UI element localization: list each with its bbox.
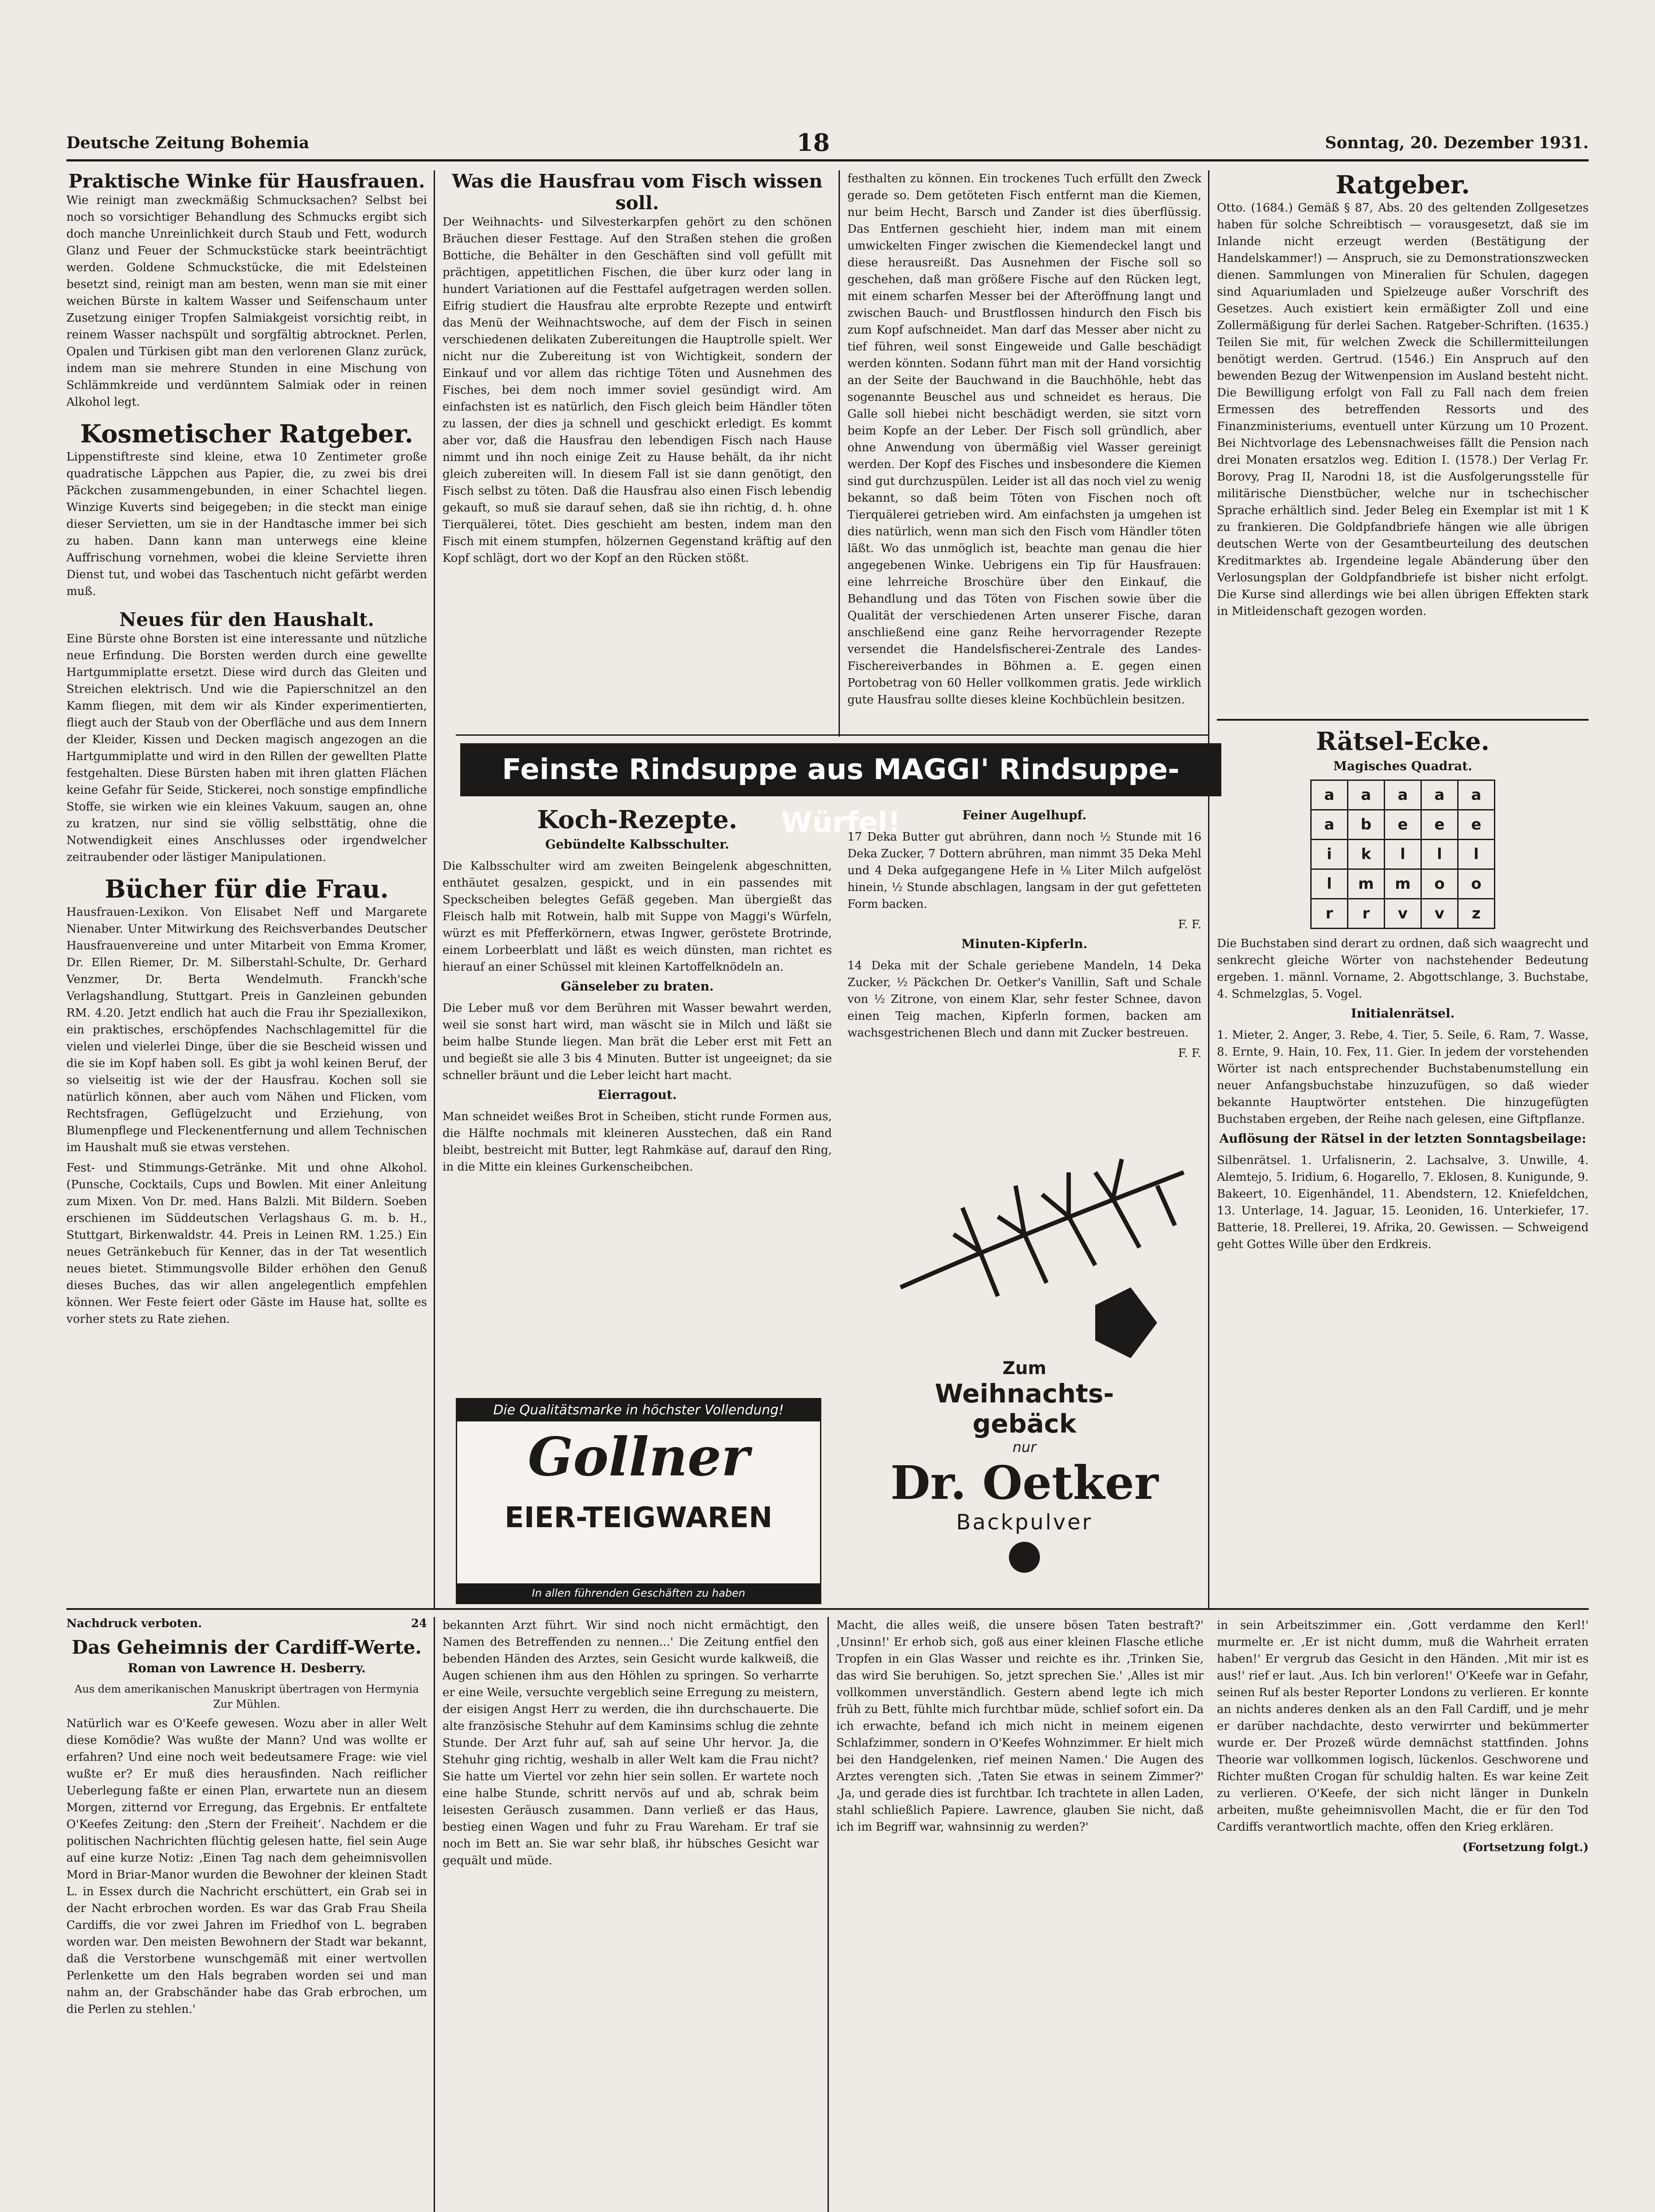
magic-square-cell: b	[1348, 810, 1385, 840]
header-newspaper-name: Deutsche Zeitung Bohemia	[66, 134, 309, 152]
winke-text: Wie reinigt man zweckmäßig Schmucksachen? Selbst bei noch so vorsichtiger Behandlung des Schmucks ergibt sich doch manche Unreinlichkeit durch Staub und Fett, wodurch Glanz und Feuer der Schmuckstücke stark beeinträchtigt werden. Goldene Schmuckstücke, die mit Edelsteinen besetzt sind, reinigt man am besten, wenn man sie mit einer weichen Bürste in kaltem Wasser und Seifenschaum unter Zusetzung einiger Tropfen Salmiakgeist vorsichtig reibt, in reinem Wasser nachspült und sorgfältig abtrocknet. Perlen, Opalen und Türkisen gibt man den verlorenen Glanz zurück, indem man sie mehrere Stunden in eine Mischung von Schlämmkreide und verdünntem Salmiak oder in reinen Alkohol legt.	[66, 194, 427, 409]
header-rule	[66, 159, 1589, 161]
kochrezept-3-title: Eierragout.	[597, 1087, 677, 1102]
fisch-text: Der Weihnachts- und Silvesterkarpfen gehört zu den schönen Bräuchen dieser Festtage. Auf den Straßen stehen die großen Bottiche, die Behälter in den Geschäften sind voll gefüllt mit prächtigen, appetitlichen Fischen, die über kurz oder lang in hundert Variationen auf die Festtafel aufgetragen werden sollen. Eifrig studiert die Hausfrau alte erprobte Rezepte und entwirft das Menü der Weihnachtswoche, auf dem der Fisch in seinen verschiedenen delikaten Zubereitungen die Hauptrolle spielt. Wer nicht nur die Zubereitung ist von Wichtigkeit, sondern der Einkauf und vor allem das richtige Töten und Ausnehmen des Fisches, bei dem noch immer soviel gesündigt wird. Am einfachsten ist es natürlich, den Fisch gleich beim Händler töten zu lassen, der dies ja schnell und geschickt erledigt. Es kommt aber vor, daß die Hausfrau den lebendigen Fisch nach Hause nimmt und ihn noch einige Zeit zu Hause behält, da ihr nicht gleich zubereiten will. In diesem Fall ist sie dann genötigt, den Fisch selbst zu töten. Daß die Hausfrau also einen Fisch lebendig gekauft, so muß sie darauf sehen, daß sie ihn richtig, d. h. ohne Tierquälerei, tötet. Dies geschieht am besten, indem man den Fisch mit einem stumpfen, hölzernen Gegenstand kräftig auf den Kopf schlägt, dort wo der Kopf an den Rücken stößt.	[443, 215, 832, 565]
column-divider	[828, 1617, 829, 2212]
haushalt-title: Neues für den Haushalt.	[119, 609, 374, 630]
header-page-number: 18	[797, 128, 830, 157]
magic-square-row	[1311, 869, 1495, 899]
oetker-advertisement	[847, 1119, 1201, 1606]
gollner-footer: In allen führenden Geschäften zu haben	[457, 1583, 820, 1603]
magic-square-cell: a	[1311, 810, 1348, 840]
kochrezept-5-text: 14 Deka mit der Schale geriebene Mandeln, 14 Deka Zucker, ½ Päckchen Dr. Oetker's Vanillin, Saft und Schale von ½ Zitrone, von einem Klar, sehr fester Schnee, davon einen Teig machen, Kipferln formen, backen am wachsgestrichenen Blech und dann mit Zucker bestreuen.	[847, 959, 1201, 1040]
magic-square-cell: a	[1421, 780, 1458, 810]
column-3	[847, 170, 1201, 732]
kochrezept-4-text: 17 Deka Butter gut abrühren, dann noch ½ Stunde mit 16 Deka Zucker, 7 Dottern abrühren, man nimmt 35 Deka Mehl und 4 Deka aufgegangene Hefe in ⅛ Liter Milch aufgelöst hinein, ½ Stunde abschlagen, langsam in der gut gefetteten Form backen.	[847, 830, 1201, 911]
kochrezept-5-title: Minuten-Kipferln.	[961, 937, 1088, 951]
installment-number: 24	[411, 1617, 427, 1630]
column-1	[66, 170, 427, 1604]
oetker-logo-icon	[1009, 1542, 1040, 1573]
fir-branch-illustration	[847, 1119, 1201, 1367]
kochrezepte-title: Koch-Rezepte.	[537, 805, 738, 834]
magic-square-cell: o	[1421, 869, 1458, 899]
roman-meta	[66, 1617, 427, 1636]
magic-square-row	[1311, 810, 1495, 840]
kochrezept-2-text: Die Leber muß vor dem Berühren mit Wasser bewahrt werden, weil sie sonst hart wird, man wäscht sie in Milch und läßt sie beim halbe Stunde liegen. Man brät die Leber erst mit Fett an und begießt sie alle 3 bis 4 Minuten. Butter ist ungeeignet; da sie schneller bräunt und die Leber leicht hart macht.	[443, 1002, 832, 1082]
roman-text-2: bekannten Arzt führt. Wir sind noch nicht ermächtigt, den Namen des Betreffenden zu nennen...' Die Zeitung entfiel den bebenden Händen des Arztes, sein Gesicht wurde kalkweiß, die Augen schienen ihm aus den Höhlen zu springen. So verharrte er eine Weile, versuchte vergeblich seine Erregung zu meistern, der eisigen Angst Herr zu werden, die ihn durchschauerte. Die alte französische Stehuhr auf dem Kaminsims schlug die zehnte Stunde. Der Arzt fuhr auf, sah auf seine Uhr hervor. Ja, die Stehuhr ging richtig, weshalb in aller Welt kam die Frau nicht? Sie hatte um Viertel vor zehn hier sein sollen. Er wartete noch eine halbe Stunde, schritt nervös auf und ab, schrak beim leisesten Geräusch zusammen. Dann verließ er das Haus, bestieg einen Wagen und fuhr zu Frau Wareham. Er traf sie noch im Bett an. Sie war sehr blaß, ihr hübsches Gesicht war gequält und müde.	[443, 1619, 819, 1867]
column-2	[443, 170, 832, 732]
magic-square-cell: r	[1348, 899, 1385, 929]
gollner-tagline: Die Qualitätsmarke in höchster Vollendung!	[457, 1399, 820, 1421]
magic-square-cell: e	[1385, 810, 1421, 840]
fisch-continuation-text: festhalten zu können. Ein trockenes Tuch erfüllt den Zweck gerade so. Dem getöteten Fisch entfernt man die Kiemen, nur beim Hecht, Barsch und Zander ist dies überflüssig. Das Entfernen geschieht hier, indem man mit einem umwickelten Finger zwischen die Kiemendeckel langt und diese herausreißt. Das Ausnehmen der Fische soll so geschehen, daß man größere Fische auf den Rücken legt, mit einem scharfen Messer bei der Afteröffnung langt und zwischen Bauch- und Brustflossen hindurch den Fisch bis zum Kopf aufschneidet. Man darf das Messer aber nicht zu tief führen, weil sonst Eingeweide und Galle beschädigt werden könnten. Sodann führt man mit der Hand vorsichtig an der Seite der Bauchwand in die Bauchhöhle, hebt das sogenannte Beuschel aus und schneidet es heraus. Die Galle soll hiebei nicht beschädigt werden, sie sitzt vorn beim Kopfe an der Leber. Der Fisch soll gründlich, aber ohne Anwendung von übermäßig viel Wasser gereinigt werden. Der Kopf des Fisches und insbesondere die Kiemen sind gut durchzuspülen. Leider ist all das noch viel zu wenig bekannt, so daß beim Töten von Fischen noch oft Tierquälerei getrieben wird. Am einfachsten ja umgehen ist dies natürlich, wenn man sich den Fisch vom Händler töten läßt. Wo das unmöglich ist, beachte man genau die hier angegebenen Winke. Uebrigens ein Tip für Hausfrauen: eine lehrreiche Broschüre über den Einkauf, die Behandlung und das Töten von Fischen sowie über die Qualität der verschiedenen Arten unserer Fische, daran anschließend eine ganz Reihe hervorragender Rezepte versendet die Handelsfischerei-Zentrale des Landes-Fischereiverbandes in Böhmen a. E. gegen einen Portobetrag von 60 Heller vollkommen gratis. Jede wirklich gute Hausfrau sollte dieses kleine Kochbüchlein besitzen.	[847, 172, 1201, 707]
roman-text-4: in sein Arbeitszimmer ein. ‚Gott verdamme den Kerl!' murmelte er. ‚Er ist nicht dumm, muß die Wahrheit erraten haben!' Er vergrub das Gesicht in den Händen. ‚Mit mir ist es aus!' rief er laut. ‚Aus. Ich bin verloren!' O'Keefe war in Gefahr, seinen Ruf als bester Reporter Londons zu verlieren. Er konnte an nichts anderes denken als an den Fall Cardiff, und je mehr er darüber nachdachte, desto verwirrter und bekümmerter wurde er. Der Prozeß würde demnächst stattfinden. Johns Theorie war vollkommen logisch, lückenlos. Geschworene und Richter mußten Crogan für schuldig halten. Es war keine Zeit zu verlieren. O'Keefe, der sich nicht länger in Dunkeln arbeiten, mußte geheimnisvollen Macht, die er für den Tod Cardiffs verantwortlich machte, offen den Krieg erklären.	[1217, 1619, 1589, 1834]
roman-column-1	[66, 1617, 427, 2212]
oetker-line2: gebäck	[972, 1409, 1077, 1439]
kosmetik-title: Kosmetischer Ratgeber.	[80, 419, 413, 449]
magic-square-cell: v	[1421, 899, 1458, 929]
kochrezept-1-text: Die Kalbsschulter wird am zweiten Beingelenk abgeschnitten, enthäutet gesalzen, gespickt, und in ein passendes mit Speckscheiben belegtes Gefäß gegeben. Man übergießt das Fleisch halb mit Rotwein, halb mit Suppe von Maggi's Würfeln, würzt es mit Pfefferkörnern, etwas Ingwer, geröstete Brotrinde, einem Lorbeerblatt und läßt es weich dünsten, man richtet es hierauf an einer Schüssel mit kleinen Kartoffelknödeln an.	[443, 860, 832, 974]
column-divider	[839, 170, 840, 737]
roman-text-3: Macht, die alles weiß, die unsere bösen Taten bestraft?' ‚Unsinn!' Er erhob sich, goß aus einer kleinen Flasche etliche Tropfen in ein Glas Wasser und reichte es ihr. ‚Trinken Sie, das wird Sie beruhigen. So, jetzt sprechen Sie.' ‚Alles ist mir vollkommen unverständlich. Gestern abend legte ich mich früh zu Bett, fühlte mich furchtbar müde, schlief sofort ein. Da ich erwachte, befand ich mich nicht in meinem eigenen Schlafzimmer, sondern in O'Keefes Wohnzimmer. Er hielt mich bei den Handgelenken, rief meinen Namen.' Die Augen des Arztes verengten sich. ‚Taten Sie etwas in seinem Zimmer?' ‚Ja, und gerade dies ist furchtbar. Ich trachtete in allen Laden, stahl schließlich Papiere. Lawrence, glauben Sie nicht, daß ich im Begriff war, wahnsinnig zu werden?'	[836, 1619, 1204, 1834]
magic-square-cell: l	[1421, 840, 1458, 869]
oetker-product: Backpulver	[956, 1510, 1093, 1535]
oetker-brand: Dr. Oetker	[890, 1455, 1158, 1510]
column-divider	[1208, 170, 1209, 1608]
magic-square-row	[1311, 899, 1495, 929]
ratgeber-text: Otto. (1684.) Gemäß § 87, Abs. 20 des geltenden Zollgesetzes haben für solche Schreibtisch — vorausgesetzt, daß sie im Inlande nicht erzeugt werden (Bestätigung der Handelskammer!) — Anspruch, sie zu Demonstrationszwecken dienen. Sammlungen von Mineralien für Schulen, dagegen sind Aquariumladen und Spielzeuge außer Vorschrift des Gesetzes. Auch existiert kein ermäßigter Zoll und eine Zollermäßigung für derlei Sachen. Ratgeber-Schriften. (1635.) Teilen Sie mit, für welchen Zweck die Schillermitteilungen benötigt werden. Gertrud. (1546.) Ein Anspruch auf den bewenden Bezug der Witwenpension im Ausland besteht nicht. Die Bewilligung erfolgt von Fall zu Fall nach dem freien Ermessen des betreffenden Ressorts und des Finanzministeriums, eventuell unter Kürzung um 10 Prozent. Bei Nichtvorlage des Lebensnachweises fällt die Pension nach drei Monaten ersatzlos weg. Edition I. (1578.) Der Verlag Fr. Borovy, Prag II, Narodni 18, ist die Ausfolgerungsstelle für militärische Dienstbücher, welche nur in tschechischer Sprache erhältlich sind. Jeder Beleg ein Exemplar ist mit 1 K zu frankieren. Die Goldpfandbriefe hängen wie alle übrigen deutschen Werte von der Gesamtbeurteilung des deutschen Kreditmarktes ab. Irgendeine legale Abänderung über den Verlosungsplan der Goldpfandbriefe ist bisher nicht erfolgt. Die Kurse sind allerdings wie bei allen übrigen Effekten stark in Mitleidenschaft gezogen worden.	[1217, 201, 1589, 618]
column-divider	[434, 170, 435, 1608]
magic-square-cell: e	[1458, 810, 1495, 840]
oetker-nur: nur	[1012, 1439, 1036, 1455]
magic-square-cell: l	[1311, 869, 1348, 899]
roman-column-3	[836, 1617, 1204, 2212]
gollner-brand: Gollner	[527, 1426, 750, 1488]
magic-square-cell: a	[1348, 780, 1385, 810]
kochrezepte-left	[443, 805, 832, 1394]
fisch-title: Was die Hausfrau vom Fisch wissen soll.	[452, 170, 823, 214]
winke-title: Praktische Winke für Hausfrauen.	[68, 170, 425, 192]
kochrezepte-right	[847, 805, 1201, 1115]
fortsetzung-notice: (Fortsetzung folgt.)	[1462, 1841, 1589, 1854]
magic-square-cell: l	[1385, 840, 1421, 869]
haushalt-text: Eine Bürste ohne Borsten ist eine interessante und nützliche neue Erfindung. Die Borsten werden durch eine gewellte Hartgummiplatte ersetzt. Diese wird durch das Gleiten und Streichen elektrisch. Und wie die Papierschnitzel an den Kamm fliegen, mit dem wir als Kinder experimentierten, fliegt auch der Staub von der Oberfläche und aus dem Innern der Kleider, Kissen und Decken magisch angezogen an die Hartgummiplatte und wird in den Rillen der gewellten Platte festgehalten. Diese Bürsten haben mit ihren glatten Flächen keine Gefahr für Seide, Stickerei, noch sonstige empfindliche Stoffe, sie wirken wie ein kleines Vakuum, saugen an, ohne zu kratzen, nur sind sie völlig selbsttätig, ohne die Notwendigkeit eines Anschlusses oder irgendwelcher zeitraubender oder lästiger Manipulationen.	[66, 632, 427, 864]
kochrezept-3-text: Man schneidet weißes Brot in Scheiben, sticht runde Formen aus, die Hälfte nochmals mit kleineren Ausstechen, daß ein Rand bleibt, bestreicht mit Butter, legt Rahmkäse auf, darauf den Ring, in die Mitte ein kleines Gurkenscheibchen.	[443, 1110, 832, 1174]
ratgeber-title: Ratgeber.	[1336, 170, 1470, 200]
column-divider	[434, 1617, 435, 2212]
kochrezept-4-title: Feiner Augelhupf.	[962, 808, 1087, 822]
kochrezept-signature: F. F.	[1178, 918, 1201, 931]
magic-square-cell: k	[1348, 840, 1385, 869]
newspaper-page	[66, 128, 1589, 2212]
buecher-title: Bücher für die Frau.	[104, 875, 389, 904]
kosmetik-text: Lippenstiftreste sind kleine, etwa 10 Zentimeter große quadratische Läppchen aus Papier, die, zu zwei bis drei Päckchen zusammengebunden, in einer Schachtel liegen. Winzige Kuverts sind beigegeben; in die steckt man einige dieser Servietten, um sie in der Handtasche immer bei sich zu haben. Dann kann man unterwegs eine kleine Auffrischung vornehmen, wobei die kleine Serviette ihren Dienst tut, und wobei das Taschentuch nicht gefärbt werden muß.	[66, 450, 427, 598]
magic-square-cell: r	[1311, 899, 1348, 929]
roman-translation: Aus dem amerikanischen Manuskript übertragen von Hermynia Zur Mühlen.	[74, 1683, 419, 1710]
kochrezept-signature: F. F.	[1178, 1047, 1201, 1060]
kochrezept-1-title: Gebündelte Kalbsschulter.	[545, 837, 729, 852]
magic-square-cell: m	[1385, 869, 1421, 899]
magic-square-cell: a	[1458, 780, 1495, 810]
magic-square-cell: e	[1421, 810, 1458, 840]
roman-column-2	[443, 1617, 819, 2212]
magic-square-cell: v	[1385, 899, 1421, 929]
header-date: Sonntag, 20. Dezember 1931.	[1325, 134, 1589, 152]
roman-text-1: Natürlich war es O'Keefe gewesen. Wozu aber in aller Welt diese Komödie? Was wußte der Mann? Und was wollte er erfahren? Und eine noch weit bedeutsamere Frage: wie viel wußte er? Er muß dies herausfinden. Nach reiflicher Ueberlegung faßte er einen Plan, erwartete nun an diesem Morgen, zitternd vor Erregung, das Ergebnis. Er entfaltete O'Keefes Zeitung: den ‚Stern der Freiheit‘. Nachdem er die politischen Nachrichten flüchtig gelesen hatte, fiel sein Auge auf eine kurze Notiz: ‚Einen Tag nach dem geheimnisvollen Mord in Briar-Manor wurden die Bewohner der kleinen Stadt L. in Essex durch die Nachricht erschüttert, ein Grab sei in der Nacht erbrochen worden. Es war das Grab Frau Sheila Cardiffs, die vor zwei Jahren im Friedhof von L. begraben worden war. Den meisten Bewohnern der Stadt war bekannt, daß die Verstorbene wunschgemäß mit einer wertvollen Perlenkette um den Hals begraben worden sei und man nahm an, der Grabschänder habe das Grab erbrochen, um die Perlen zu stehlen.'	[66, 1717, 427, 2016]
raetsel-title: Rätsel-Ecke.	[1316, 727, 1490, 756]
initialen-text: 1. Mieter, 2. Anger, 3. Rebe, 4. Tier, 5. Seile, 6. Ram, 7. Wasse, 8. Ernte, 9. Hain, 10. Fex, 11. Gier. In jedem der vorstehenden Wörter ist nach entsprechender Buchstabenumstellung ein neuer Anfangsbuchstabe hinzuzufügen, so daß wieder bekannte Hauptwörter entstehen. Die hinzugefügten Buchstaben ergeben, der Reihe nach gelesen, eine Giftpflanze.	[1217, 1029, 1589, 1126]
oetker-text-block	[865, 1358, 1184, 1573]
gollner-product: EIER-TEIGWAREN	[504, 1502, 773, 1534]
roman-author: Roman von Lawrence H. Desberry.	[127, 1661, 366, 1675]
quadrat-text: Die Buchstaben sind derart zu ordnen, daß sich waagrecht und senkrecht gleiche Wörter von nachstehender Bedeutung ergeben. 1. männl. Vorname, 2. Abgottschlange, 3. Buchstabe, 4. Schmelzglas, 5. Vogel.	[1217, 937, 1589, 1001]
initialen-title: Initialenrätsel.	[1351, 1006, 1455, 1021]
magic-square-cell: o	[1458, 869, 1495, 899]
page-header	[66, 128, 1589, 159]
column-4	[1217, 170, 1589, 1604]
section-rule	[66, 1608, 1589, 1610]
oetker-zum: Zum	[1002, 1358, 1047, 1379]
gollner-advertisement	[456, 1398, 821, 1604]
magic-square-grid	[1310, 780, 1495, 929]
magic-square-row	[1311, 780, 1495, 810]
section-rule	[1217, 719, 1589, 721]
oetker-line1: Weihnachts-	[935, 1379, 1114, 1409]
magic-square-cell: a	[1311, 780, 1348, 810]
magic-square-cell: m	[1348, 869, 1385, 899]
roman-column-4	[1217, 1617, 1589, 2212]
maggi-advertisement: Feinste Rindsuppe aus MAGGI' Rindsuppe-Würfel!	[460, 743, 1221, 796]
magic-square-row	[1311, 840, 1495, 869]
magic-square-cell: l	[1458, 840, 1495, 869]
section-rule	[456, 734, 1208, 736]
nachdruck-notice: Nachdruck verboten.	[66, 1617, 202, 1630]
magic-square-cell: z	[1458, 899, 1495, 929]
quadrat-title: Magisches Quadrat.	[1333, 759, 1472, 773]
roman-title: Das Geheimnis der Cardiff-Werte.	[72, 1636, 422, 1658]
aufloesung-text: Silbenrätsel. 1. Urfalisnerin, 2. Lachsalve, 3. Unwille, 4. Alemtejo, 5. Iridium, 6. Hogarello, 7. Eklosen, 8. Kunigunde, 9. Bakeert, 10. Eigenhändel, 11. Abendstern, 12. Kniefeldchen, 13. Unterlage, 14. Jaguar, 15. Leoniden, 16. Unterkiefer, 17. Batterie, 18. Prellerei, 19. Afrika, 20. Gewissen. — Schweigend geht Gottes Wille über den Erdkreis.	[1217, 1154, 1589, 1251]
feste-text: Fest- und Stimmungs-Getränke. Mit und ohne Alkohol. (Punsche, Cocktails, Cups und Bowlen. Mit einer Anleitung zum Mixen. Von Dr. med. Hans Balzli. Mit Bildern. Soeben erschienen im Süddeutschen Verlagshaus G. m. b. H., Stuttgart, Birkenwaldstr. 44. Preis in Leinen RM. 1.25.) Ein neues Getränkebuch für Kenner, das in der Tat wesentlich neues bietet. Stimmungsvolle Bilder erhöhen den Genuß dieses Buches, das wir allen angelegentlich empfehlen können. Wer Feste feiert oder Gäste im Hause hat, sollte es vorher stets zu Rate ziehen.	[66, 1161, 427, 1326]
buecher-text: Hausfrauen-Lexikon. Von Elisabet Neff und Margarete Nienaber. Unter Mitwirkung des Reichsverbandes Deutscher Hausfrauenvereine und unter Mitarbeit von Emma Kromer, Dr. Ellen Riemer, Dr. M. Silberstahl-Schulte, Dr. Gerhard Venzmer, Dr. Berta Wendelmuth. Franckh'sche Verlagshandlung, Stuttgart. Preis in Ganzleinen gebunden RM. 4.20. Jetzt endlich hat auch die Frau ihr Speziallexikon, ein praktisches, erschöpfendes Nachschlagemittel für die vielen und vielerlei Dinge, über die sie Bescheid wissen und die sie im Kopf haben soll. Es gibt ja wohl keinen Beruf, der so vielseitig ist wie der der Hausfrau. Kochen soll sie natürlich können, aber auch vom Nähen und Flicken, vom Rechtsfragen, Geflügelzucht und Erziehung, von Blumenpflege und Fleckenentfernung und allem Technischen im Haushalt muß sie etwas verstehen.	[66, 906, 427, 1154]
kochrezept-2-title: Gänseleber zu braten.	[561, 979, 714, 994]
aufloesung-title: Auflösung der Rätsel in der letzten Sonntagsbeilage:	[1219, 1131, 1586, 1146]
magic-square-cell: i	[1311, 840, 1348, 869]
magic-square-cell: a	[1385, 780, 1421, 810]
